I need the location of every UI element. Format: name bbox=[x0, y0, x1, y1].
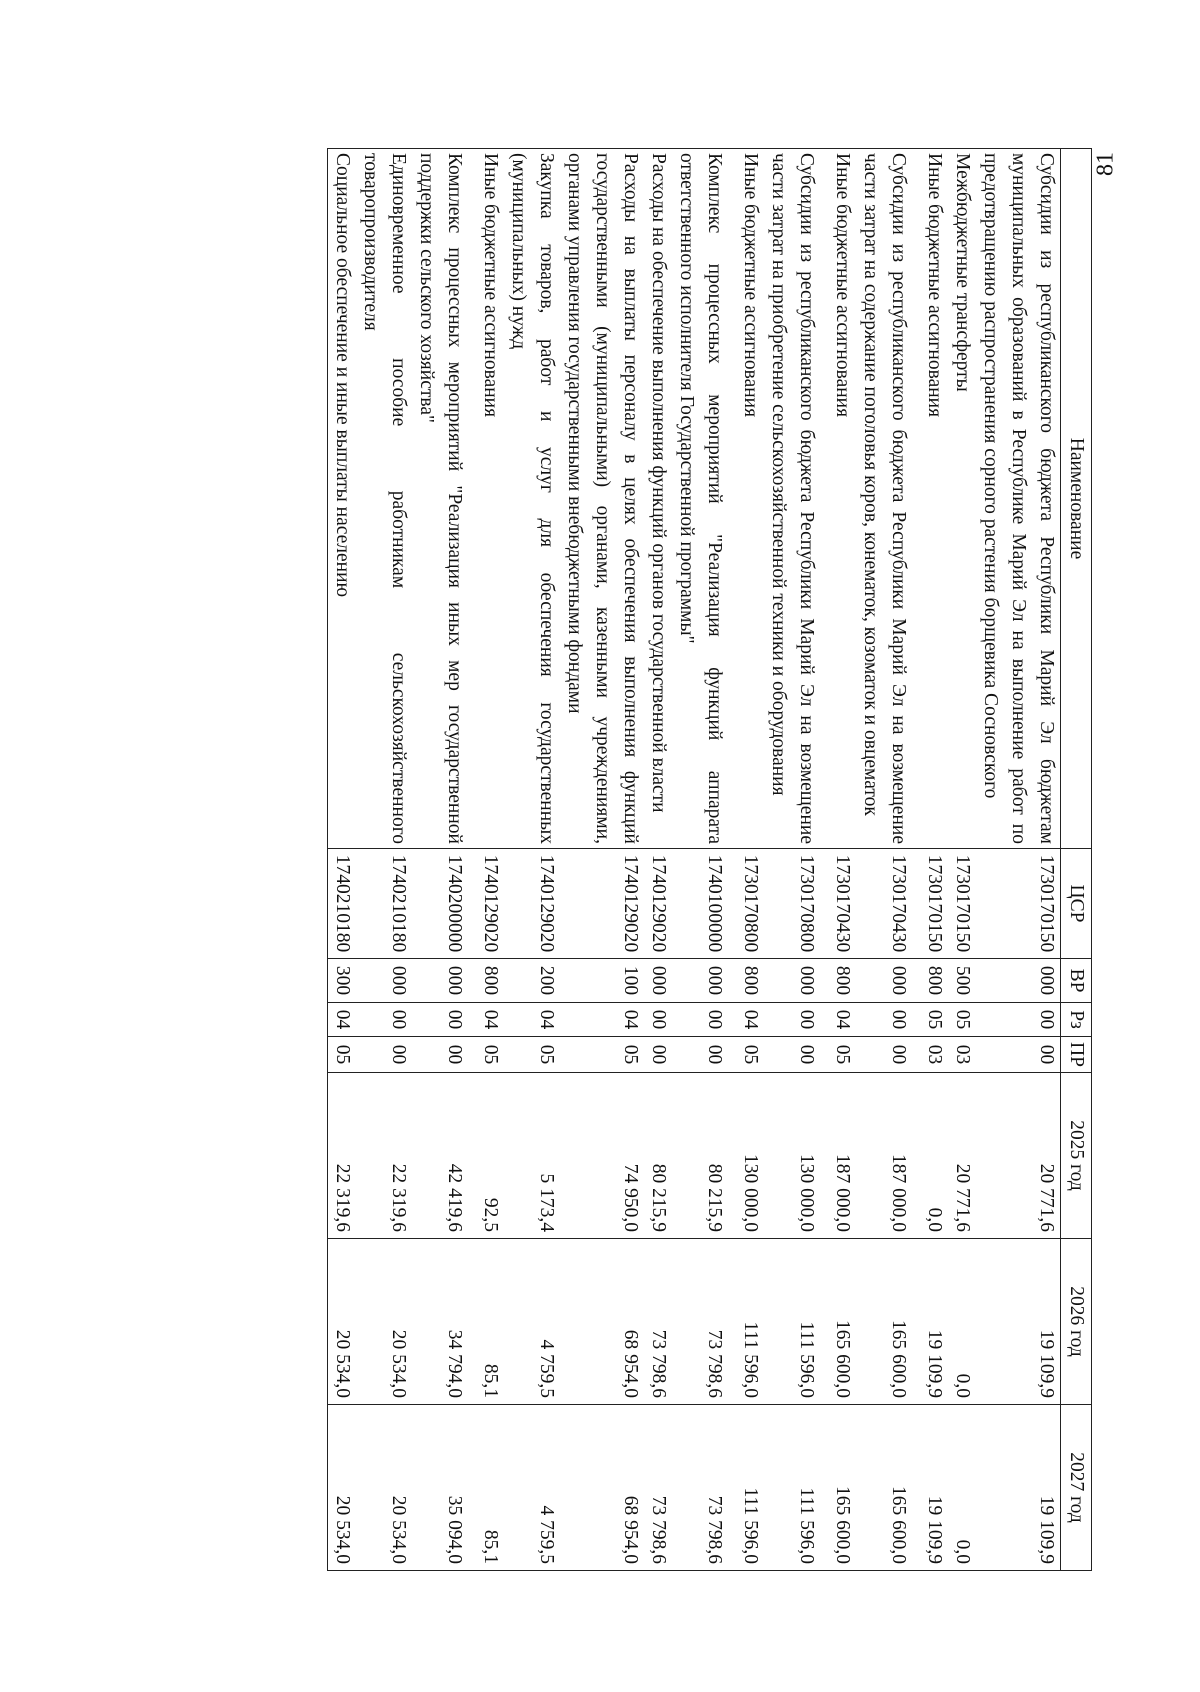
cell-rz: 04 bbox=[476, 1003, 504, 1037]
cell-y2025: 42 419,6 bbox=[412, 1073, 468, 1239]
cell-rz: 00 bbox=[764, 1003, 820, 1037]
cell-y2026: 165 600,0 bbox=[856, 1239, 912, 1405]
cell-rz: 05 bbox=[948, 1003, 976, 1037]
cell-rz: 00 bbox=[412, 1003, 468, 1037]
cell-vr: 800 bbox=[736, 959, 764, 1003]
cell-y2025: 80 215,9 bbox=[672, 1073, 728, 1239]
cell-vr: 100 bbox=[560, 959, 644, 1003]
spacer-cell bbox=[728, 1003, 736, 1037]
cell-vr: 000 bbox=[356, 959, 412, 1003]
cell-y2026: 111 596,0 bbox=[736, 1239, 764, 1405]
row-spacer bbox=[912, 149, 920, 1571]
cell-name: Иные бюджетные ассигнования bbox=[920, 149, 948, 849]
spacer-cell bbox=[468, 1239, 476, 1405]
cell-y2027: 165 600,0 bbox=[828, 1405, 856, 1571]
row-spacer bbox=[820, 149, 828, 1571]
cell-name: Субсидии из республиканского бюджета Республики Марий Эл на возмещение части затрат на содержание поголовья коров, конематок, козоматок и овцематок bbox=[856, 149, 912, 849]
cell-csr: 1740100000 bbox=[672, 849, 728, 959]
cell-name: Расходы на обеспечение выполнения функций органов государственной власти bbox=[644, 149, 672, 849]
row-spacer bbox=[728, 149, 736, 1571]
spacer-cell bbox=[820, 1405, 828, 1571]
cell-y2025: 74 950,0 bbox=[560, 1073, 644, 1239]
cell-rz: 00 bbox=[976, 1003, 1061, 1037]
cell-csr: 1730170150 bbox=[976, 849, 1061, 959]
cell-csr: 1740129020 bbox=[560, 849, 644, 959]
spacer-cell bbox=[820, 1073, 828, 1239]
cell-rz: 00 bbox=[356, 1003, 412, 1037]
cell-y2026: 19 109,9 bbox=[976, 1239, 1061, 1405]
cell-rz: 04 bbox=[504, 1003, 560, 1037]
spacer-cell bbox=[912, 1037, 920, 1073]
cell-pr: 05 bbox=[828, 1037, 856, 1073]
cell-name: Комплекс процессных мероприятий "Реализация функций аппарата ответственного исполнителя Государственной программы" bbox=[672, 149, 728, 849]
cell-csr: 1730170800 bbox=[764, 849, 820, 959]
spacer-cell bbox=[468, 849, 476, 959]
cell-y2025: 5 173,4 bbox=[504, 1073, 560, 1239]
cell-pr: 05 bbox=[736, 1037, 764, 1073]
budget-table bbox=[327, 148, 1092, 1571]
spacer-cell bbox=[468, 1037, 476, 1073]
cell-y2025: 0,0 bbox=[920, 1073, 948, 1239]
cell-y2026: 0,0 bbox=[948, 1239, 976, 1405]
cell-csr: 1740129020 bbox=[504, 849, 560, 959]
cell-y2025: 130 000,0 bbox=[764, 1073, 820, 1239]
cell-y2027: 73 798,6 bbox=[672, 1405, 728, 1571]
cell-rz: 04 bbox=[560, 1003, 644, 1037]
cell-vr: 800 bbox=[476, 959, 504, 1003]
spacer-cell bbox=[728, 1037, 736, 1073]
table-row bbox=[504, 149, 560, 1571]
cell-y2025: 20 771,6 bbox=[948, 1073, 976, 1239]
spacer-cell bbox=[912, 1405, 920, 1571]
cell-csr: 1730170430 bbox=[856, 849, 912, 959]
cell-vr: 000 bbox=[412, 959, 468, 1003]
cell-y2027: 111 596,0 bbox=[736, 1405, 764, 1571]
cell-csr: 1730170150 bbox=[948, 849, 976, 959]
cell-y2027: 85,1 bbox=[476, 1405, 504, 1571]
cell-y2026: 20 534,0 bbox=[356, 1239, 412, 1405]
cell-vr: 200 bbox=[504, 959, 560, 1003]
cell-vr: 300 bbox=[328, 959, 357, 1003]
table-row bbox=[856, 149, 912, 1571]
spacer-cell bbox=[820, 849, 828, 959]
header-2027: 2027 год bbox=[1061, 1405, 1092, 1571]
cell-vr: 000 bbox=[644, 959, 672, 1003]
cell-vr: 500 bbox=[948, 959, 976, 1003]
spacer-cell bbox=[912, 1003, 920, 1037]
spacer-cell bbox=[912, 849, 920, 959]
table-row bbox=[976, 149, 1061, 1571]
cell-vr: 000 bbox=[856, 959, 912, 1003]
cell-pr: 00 bbox=[672, 1037, 728, 1073]
cell-y2025: 22 319,6 bbox=[328, 1073, 357, 1239]
table-row bbox=[412, 149, 468, 1571]
cell-rz: 05 bbox=[920, 1003, 948, 1037]
cell-csr: 1730170800 bbox=[736, 849, 764, 959]
cell-y2026: 20 534,0 bbox=[328, 1239, 357, 1405]
table-header-row bbox=[1061, 149, 1092, 1571]
cell-name: Субсидии из республиканского бюджета Республики Марий Эл на возмещение части затрат на приобретение сельскохозяйственной техники и оборудования bbox=[764, 149, 820, 849]
table-row bbox=[644, 149, 672, 1571]
spacer-cell bbox=[820, 1003, 828, 1037]
cell-name: Иные бюджетные ассигнования bbox=[736, 149, 764, 849]
cell-name: Единовременное пособие работникам сельскохозяйственного товаропроизводителя bbox=[356, 149, 412, 849]
spacer-cell bbox=[912, 149, 920, 849]
header-rz: Рз bbox=[1061, 1003, 1092, 1037]
cell-vr: 000 bbox=[976, 959, 1061, 1003]
cell-y2025: 80 215,9 bbox=[644, 1073, 672, 1239]
cell-csr: 1740129020 bbox=[476, 849, 504, 959]
cell-y2027: 20 534,0 bbox=[328, 1405, 357, 1571]
table-row bbox=[828, 149, 856, 1571]
spacer-cell bbox=[728, 1073, 736, 1239]
cell-csr: 1740200000 bbox=[412, 849, 468, 959]
cell-pr: 00 bbox=[644, 1037, 672, 1073]
spacer-cell bbox=[728, 149, 736, 849]
cell-y2025: 130 000,0 bbox=[736, 1073, 764, 1239]
cell-y2026: 68 954,0 bbox=[560, 1239, 644, 1405]
cell-y2027: 4 759,5 bbox=[504, 1405, 560, 1571]
cell-y2025: 187 000,0 bbox=[828, 1073, 856, 1239]
cell-name: Иные бюджетные ассигнования bbox=[828, 149, 856, 849]
cell-pr: 03 bbox=[948, 1037, 976, 1073]
table-row bbox=[356, 149, 412, 1571]
rotated-page-content bbox=[212, 148, 1092, 1568]
cell-name: Расходы на выплаты персоналу в целях обеспечения выполнения функций государственными (муниципальными) органами, казенными учреждениями, органами управления государственными внебюджетными фондами bbox=[560, 149, 644, 849]
cell-y2026: 34 794,0 bbox=[412, 1239, 468, 1405]
cell-y2027: 19 109,9 bbox=[976, 1405, 1061, 1571]
cell-y2026: 73 798,6 bbox=[672, 1239, 728, 1405]
cell-vr: 000 bbox=[764, 959, 820, 1003]
header-name: Наименование bbox=[1061, 149, 1092, 849]
cell-y2027: 111 596,0 bbox=[764, 1405, 820, 1571]
cell-name: Комплекс процессных мероприятий "Реализация иных мер государственной поддержки сельского хозяйства" bbox=[412, 149, 468, 849]
table-row bbox=[764, 149, 820, 1571]
cell-csr: 1730170150 bbox=[920, 849, 948, 959]
cell-name: Межбюджетные трансферты bbox=[948, 149, 976, 849]
cell-csr: 1730170430 bbox=[828, 849, 856, 959]
cell-pr: 00 bbox=[976, 1037, 1061, 1073]
cell-name: Социальное обеспечение и иные выплаты населению bbox=[328, 149, 357, 849]
spacer-cell bbox=[820, 1239, 828, 1405]
cell-rz: 00 bbox=[672, 1003, 728, 1037]
table-row bbox=[476, 149, 504, 1571]
header-2026: 2026 год bbox=[1061, 1239, 1092, 1405]
table-row bbox=[560, 149, 644, 1571]
cell-y2027: 73 798,6 bbox=[644, 1405, 672, 1571]
cell-pr: 05 bbox=[560, 1037, 644, 1073]
cell-name: Закупка товаров, работ и услуг для обеспечения государственных (муниципальных) нужд bbox=[504, 149, 560, 849]
spacer-cell bbox=[468, 149, 476, 849]
table-body bbox=[328, 149, 1061, 1571]
cell-rz: 04 bbox=[328, 1003, 357, 1037]
row-spacer bbox=[468, 149, 476, 1571]
cell-y2027: 0,0 bbox=[948, 1405, 976, 1571]
cell-rz: 04 bbox=[736, 1003, 764, 1037]
cell-y2027: 20 534,0 bbox=[356, 1405, 412, 1571]
cell-y2026: 73 798,6 bbox=[644, 1239, 672, 1405]
cell-pr: 00 bbox=[856, 1037, 912, 1073]
cell-pr: 00 bbox=[764, 1037, 820, 1073]
cell-y2026: 4 759,5 bbox=[504, 1239, 560, 1405]
cell-y2025: 20 771,6 bbox=[976, 1073, 1061, 1239]
spacer-cell bbox=[912, 1239, 920, 1405]
cell-y2027: 68 954,0 bbox=[560, 1405, 644, 1571]
spacer-cell bbox=[912, 1073, 920, 1239]
cell-pr: 05 bbox=[504, 1037, 560, 1073]
spacer-cell bbox=[728, 849, 736, 959]
table-row bbox=[672, 149, 728, 1571]
cell-y2026: 111 596,0 bbox=[764, 1239, 820, 1405]
spacer-cell bbox=[820, 149, 828, 849]
cell-vr: 800 bbox=[828, 959, 856, 1003]
cell-csr: 1740129020 bbox=[644, 849, 672, 959]
cell-pr: 03 bbox=[920, 1037, 948, 1073]
table-row bbox=[920, 149, 948, 1571]
cell-y2027: 19 109,9 bbox=[920, 1405, 948, 1571]
header-vr: ВР bbox=[1061, 959, 1092, 1003]
page-number: 81 bbox=[1092, 152, 1119, 176]
spacer-cell bbox=[820, 959, 828, 1003]
header-pr: ПР bbox=[1061, 1037, 1092, 1073]
spacer-cell bbox=[468, 1405, 476, 1571]
spacer-cell bbox=[912, 959, 920, 1003]
spacer-cell bbox=[728, 959, 736, 1003]
spacer-cell bbox=[728, 1405, 736, 1571]
cell-y2026: 165 600,0 bbox=[828, 1239, 856, 1405]
cell-csr: 1740210180 bbox=[356, 849, 412, 959]
cell-y2025: 22 319,6 bbox=[356, 1073, 412, 1239]
spacer-cell bbox=[728, 1239, 736, 1405]
spacer-cell bbox=[468, 959, 476, 1003]
table-row bbox=[948, 149, 976, 1571]
spacer-cell bbox=[468, 1073, 476, 1239]
cell-y2025: 92,5 bbox=[476, 1073, 504, 1239]
table-row bbox=[328, 149, 357, 1571]
table-row bbox=[736, 149, 764, 1571]
cell-rz: 04 bbox=[828, 1003, 856, 1037]
cell-vr: 000 bbox=[672, 959, 728, 1003]
header-csr: ЦСР bbox=[1061, 849, 1092, 959]
cell-pr: 05 bbox=[476, 1037, 504, 1073]
cell-y2026: 19 109,9 bbox=[920, 1239, 948, 1405]
cell-rz: 00 bbox=[644, 1003, 672, 1037]
cell-pr: 05 bbox=[328, 1037, 357, 1073]
cell-pr: 00 bbox=[412, 1037, 468, 1073]
cell-y2025: 187 000,0 bbox=[856, 1073, 912, 1239]
spacer-cell bbox=[820, 1037, 828, 1073]
cell-y2027: 35 094,0 bbox=[412, 1405, 468, 1571]
cell-vr: 800 bbox=[920, 959, 948, 1003]
cell-y2027: 165 600,0 bbox=[856, 1405, 912, 1571]
header-2025: 2025 год bbox=[1061, 1073, 1092, 1239]
cell-name: Иные бюджетные ассигнования bbox=[476, 149, 504, 849]
spacer-cell bbox=[468, 1003, 476, 1037]
cell-name: Субсидии из республиканского бюджета Республики Марий Эл бюджетам муниципальных образований в Республике Марий Эл на выполнение работ по предотвращению распространения сорного растения борщевика Сосновского bbox=[976, 149, 1061, 849]
cell-y2026: 85,1 bbox=[476, 1239, 504, 1405]
cell-csr: 1740210180 bbox=[328, 849, 357, 959]
cell-pr: 00 bbox=[356, 1037, 412, 1073]
cell-rz: 00 bbox=[856, 1003, 912, 1037]
